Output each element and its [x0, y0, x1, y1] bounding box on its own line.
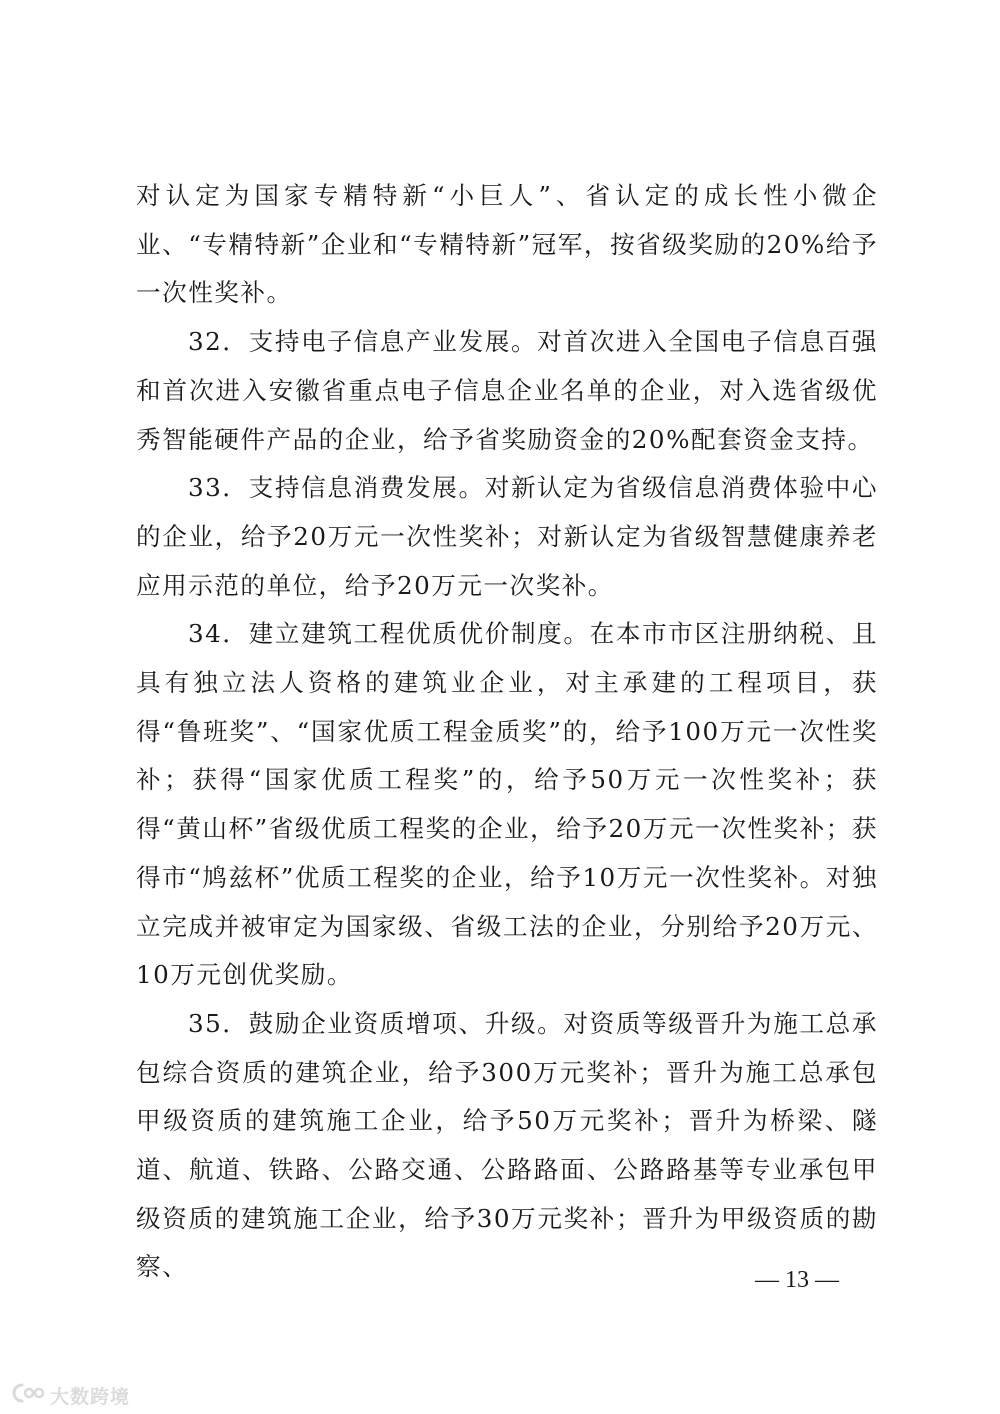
- watermark: [12, 1382, 130, 1408]
- paragraph-item-32: 32．支持电子信息产业发展。对首次进入全国电子信息百强和首次进入安徽省重点电子信息企业名单的企业，对入选省级优秀智能硬件产品的企业，给予省奖励资金的20%配套资金支持。: [136, 327, 878, 454]
- paragraph-item-35: 35．鼓励企业资质增项、升级。对资质等级晋升为施工总承包综合资质的建筑企业，给予300万元奖补；晋升为施工总承包甲级资质的建筑施工企业，给予50万元奖补；晋升为桥梁、隧道、航道、铁路、公路交通、公路路面、公路路基等专业承包甲级资质的建筑施工企业，给予30万元奖补；晋升为甲级资质的勘察、: [136, 1008, 878, 1282]
- paragraph-item-33: 33．支持信息消费发展。对新认定为省级信息消费体验中心的企业，给予20万元一次性奖补；对新认定为省级智慧健康养老应用示范的单位，给予20万元一次奖补。: [136, 473, 878, 600]
- watermark-text: 大数跨境: [50, 1385, 131, 1408]
- paragraph-item-34: 34．建立建筑工程优质优价制度。在本市市区注册纳税、且具有独立法人资格的建筑业企业，对主承建的工程项目，获得“鲁班奖”、“国家优质工程金质奖”的，给予100万元一次性奖补；获得“国家优质工程奖”的，给予50万元一次性奖补；获得“黄山杯”省级优质工程奖的企业，给予20万元一次性奖补；获得市“鸠兹杯”优质工程奖的企业，给予10万元一次性奖补。对独立完成并被审定为国家级、省级工法的企业，分别给予20万元、10万元创优奖励。: [136, 619, 878, 990]
- page-number-text: — 13 —: [755, 1267, 839, 1293]
- logo-icon: [12, 1382, 46, 1408]
- document-body: [136, 172, 878, 1292]
- paragraph-continuation: 对认定为国家专精特新“小巨人”、省认定的成长性小微企业、“专精特新”企业和“专精特新”冠军，按省级奖励的20%给予一次性奖补。: [136, 181, 878, 308]
